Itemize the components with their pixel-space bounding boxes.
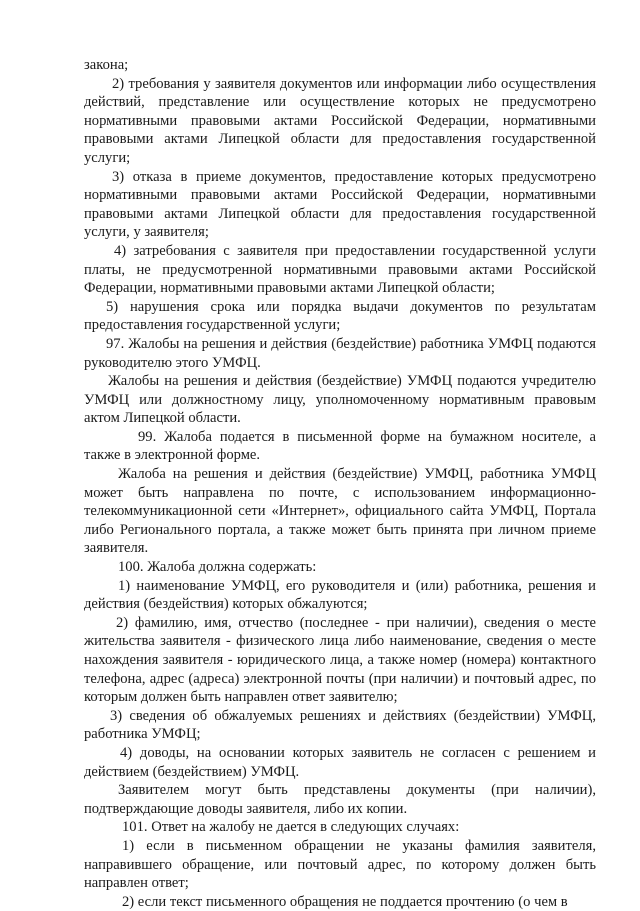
paragraph: закона; <box>84 57 129 73</box>
paragraph: 5) нарушения срока или порядка выдачи документов по результатам предоставления государственной услуги; <box>84 298 596 334</box>
document-body <box>84 56 596 911</box>
paragraph: 4) затребования с заявителя при предоставлении государственной услуги платы, не предусмотренной нормативными правовыми актами Российской Федерации, нормативными правовыми актами Липецкой области; <box>84 242 596 297</box>
paragraph: 101. Ответ на жалобу не дается в следующих случаях: <box>122 819 460 836</box>
paragraph: Заявителем могут быть представлены документы (при наличии), подтверждающие доводы заявителя, либо их копии. <box>84 782 596 817</box>
paragraph: 2) требования у заявителя документов или информации либо осуществления действий, представление или осуществление которых не предусмотрено нормативными правовыми актами Российской Федерации, нормативными правовыми актами Липецкой области для предоставления государственной услуги; <box>84 75 596 166</box>
paragraph: 2) фамилию, имя, отчество (последнее - при наличии), сведения о месте жительства заявителя - физического лица либо наименование, сведения о месте нахождения заявителя - юридического лица, а также номер (номера) контактного телефона, адрес (адреса) электронной почты (при наличии) и почтовый адрес, по которым должен быть направлен ответ заявителю; <box>84 614 596 706</box>
paragraph: 3) отказа в приеме документов, предоставление которых предусмотрено нормативными правовыми актами Российской Федерации, нормативными правовыми актами Липецкой области для предоставления государственной услуги, у заявителя; <box>84 168 596 241</box>
paragraph: 1) наименование УМФЦ, его руководителя и (или) работника, решения и действия (бездействия) которых обжалуются; <box>84 577 596 613</box>
paragraph: 4) доводы, на основании которых заявитель не согласен с решением и действием (бездействием) УМФЦ. <box>84 744 596 780</box>
paragraph: 100. Жалоба должна содержать: <box>118 559 317 576</box>
paragraph: Жалоба на решения и действия (бездействие) УМФЦ, работника УМФЦ может быть направлена по почте, с использованием информационно-телекоммуникационной сети «Интернет», официального сайта УМФЦ, Портала либо Регионального портала, а также может быть принята при личном приеме заявителя. <box>84 466 596 557</box>
paragraph: 97. Жалобы на решения и действия (бездействие) работника УМФЦ подаются руководителю этого УМФЦ. <box>84 335 596 371</box>
paragraph: 99. Жалоба подается в письменной форме на бумажном носителе, а также в электронной форме. <box>84 428 596 464</box>
paragraph: 1) если в письменном обращении не указаны фамилия заявителя, направившего обращение, или почтовый адрес, по которому должен быть направлен ответ; <box>84 837 596 892</box>
paragraph: 3) сведения об обжалуемых решениях и действиях (бездействии) УМФЦ, работника УМФЦ; <box>84 707 596 743</box>
paragraph: Жалобы на решения и действия (бездействие) УМФЦ подаются учредителю УМФЦ или должностному лицу, уполномоченному нормативным правовым актом Липецкой области. <box>84 373 596 427</box>
paragraph: 2) если текст письменного обращения не поддается прочтению (о чем в <box>122 893 568 910</box>
